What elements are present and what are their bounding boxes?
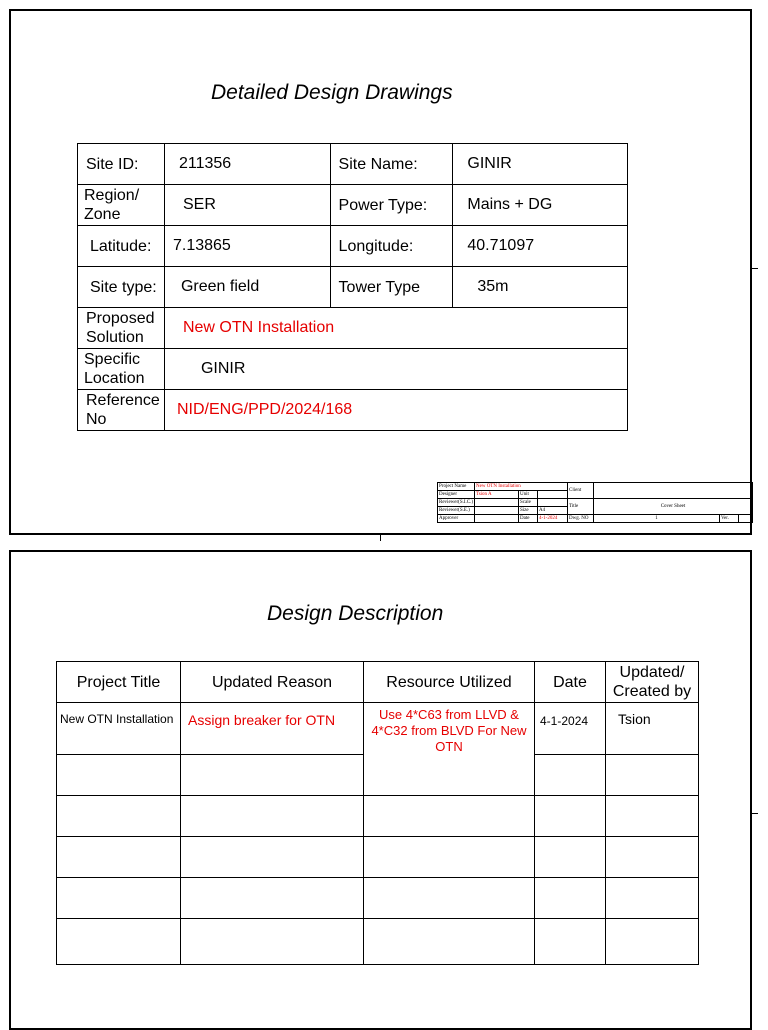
empty-cell	[535, 878, 606, 919]
empty-cell	[181, 755, 364, 796]
empty-cell	[606, 878, 699, 919]
empty-cell	[364, 796, 535, 837]
proposed-solution-value: New OTN Installation	[164, 308, 627, 349]
empty-cell	[606, 919, 699, 965]
dwg-no-label: Dwg. NO	[568, 515, 594, 523]
title-label: Title	[568, 499, 594, 515]
site-id-label: Site ID:	[78, 144, 165, 185]
edge-tick	[752, 268, 758, 269]
table-row	[78, 144, 628, 185]
ver-value	[739, 515, 753, 523]
designer-label: Designer	[438, 491, 475, 499]
table-row	[78, 308, 628, 349]
empty-cell	[57, 755, 181, 796]
reference-no-value: NID/ENG/PPD/2024/168	[164, 390, 627, 431]
date-label: Date	[519, 515, 538, 523]
table-row	[57, 796, 699, 837]
date-value: 4-1-2024	[538, 515, 568, 523]
table-row	[57, 878, 699, 919]
reviewer2-value	[475, 507, 519, 515]
power-type-label: Power Type:	[330, 185, 453, 226]
specific-location-label: Specific Location	[78, 349, 165, 390]
sheet-divider-tick	[380, 535, 381, 541]
specific-location-value: GINIR	[164, 349, 627, 390]
reviewer1-label: Reviewer(S.I.C.)	[439, 500, 474, 505]
table-row	[57, 837, 699, 878]
empty-cell	[606, 755, 699, 796]
empty-cell	[57, 796, 181, 837]
empty-cell	[181, 919, 364, 965]
updated-reason-cell: Assign breaker for OTN	[181, 703, 364, 755]
empty-cell	[606, 837, 699, 878]
empty-cell	[606, 796, 699, 837]
region-label: Region/ Zone	[78, 185, 165, 226]
ver-label: Ver.	[720, 515, 739, 523]
table-row	[78, 349, 628, 390]
project-title-cell: New OTN Installation	[57, 703, 181, 755]
site-type-label: Site type:	[78, 267, 165, 308]
designer-value: Tsion A	[475, 491, 519, 499]
reference-no-label: Reference No	[78, 390, 165, 431]
unit-label: Unit	[519, 491, 538, 499]
sheet-title: Design Description	[267, 602, 444, 625]
design-description-table	[56, 661, 699, 965]
column-header: Date	[535, 662, 606, 703]
table-row	[78, 226, 628, 267]
site-name-value: GINIR	[453, 144, 628, 185]
table-header-row	[57, 662, 699, 703]
table-row	[57, 919, 699, 965]
tower-type-label: Tower Type	[330, 267, 453, 308]
title-block	[437, 482, 753, 523]
empty-cell	[535, 919, 606, 965]
approver-label: Approver	[438, 515, 475, 523]
column-header: Project Title	[57, 662, 181, 703]
scale-value	[538, 499, 568, 507]
size-value: A4	[538, 507, 568, 515]
date-cell: 4-1-2024	[535, 703, 606, 755]
table-row	[78, 267, 628, 308]
table-row	[78, 185, 628, 226]
site-id-value: 211356	[164, 144, 330, 185]
approver-value	[475, 515, 519, 523]
empty-cell	[181, 837, 364, 878]
empty-cell	[57, 919, 181, 965]
client-value	[594, 483, 753, 499]
empty-cell	[535, 755, 606, 796]
empty-cell	[535, 837, 606, 878]
latitude-value: 7.13865	[164, 226, 330, 267]
power-type-value: Mains + DG	[453, 185, 628, 226]
site-info-table	[77, 143, 628, 431]
project-name-label: Project Name	[438, 483, 475, 491]
empty-cell	[364, 837, 535, 878]
table-row	[78, 390, 628, 431]
empty-cell	[57, 878, 181, 919]
dwg-no-value: 1	[594, 515, 720, 523]
column-header: Updated/ Created by	[606, 662, 699, 703]
resource-utilized-cell: Use 4*C63 from LLVD & 4*C32 from BLVD For New OTN	[364, 703, 535, 796]
created-by-cell: Tsion	[606, 703, 699, 755]
empty-cell	[364, 878, 535, 919]
longitude-value: 40.71097	[453, 226, 628, 267]
description-sheet	[9, 550, 752, 1030]
proposed-solution-label: Proposed Solution	[78, 308, 165, 349]
column-header: Updated Reason	[181, 662, 364, 703]
region-value: SER	[164, 185, 330, 226]
edge-tick	[752, 813, 758, 814]
empty-cell	[364, 919, 535, 965]
size-label: Size	[519, 507, 538, 515]
scale-label: Scale	[519, 499, 538, 507]
site-type-value: Green field	[164, 267, 330, 308]
cover-sheet	[9, 9, 752, 535]
unit-value	[538, 491, 568, 499]
empty-cell	[57, 837, 181, 878]
client-label: Client	[568, 483, 594, 499]
site-name-label: Site Name:	[330, 144, 453, 185]
empty-cell	[535, 796, 606, 837]
table-row	[57, 703, 699, 755]
empty-cell	[181, 878, 364, 919]
tower-type-value: 35m	[453, 267, 628, 308]
column-header: Resource Utilized	[364, 662, 535, 703]
reviewer1-value	[475, 499, 519, 507]
empty-cell	[181, 796, 364, 837]
reviewer2-label: Reviewer(S.E.)	[438, 507, 475, 515]
sheet-title: Detailed Design Drawings	[211, 81, 453, 104]
longitude-label: Longitude:	[330, 226, 453, 267]
project-name-value: New OTN Installation	[475, 483, 568, 491]
latitude-label: Latitude:	[78, 226, 165, 267]
sheet-name: Cover Sheet	[594, 499, 753, 515]
